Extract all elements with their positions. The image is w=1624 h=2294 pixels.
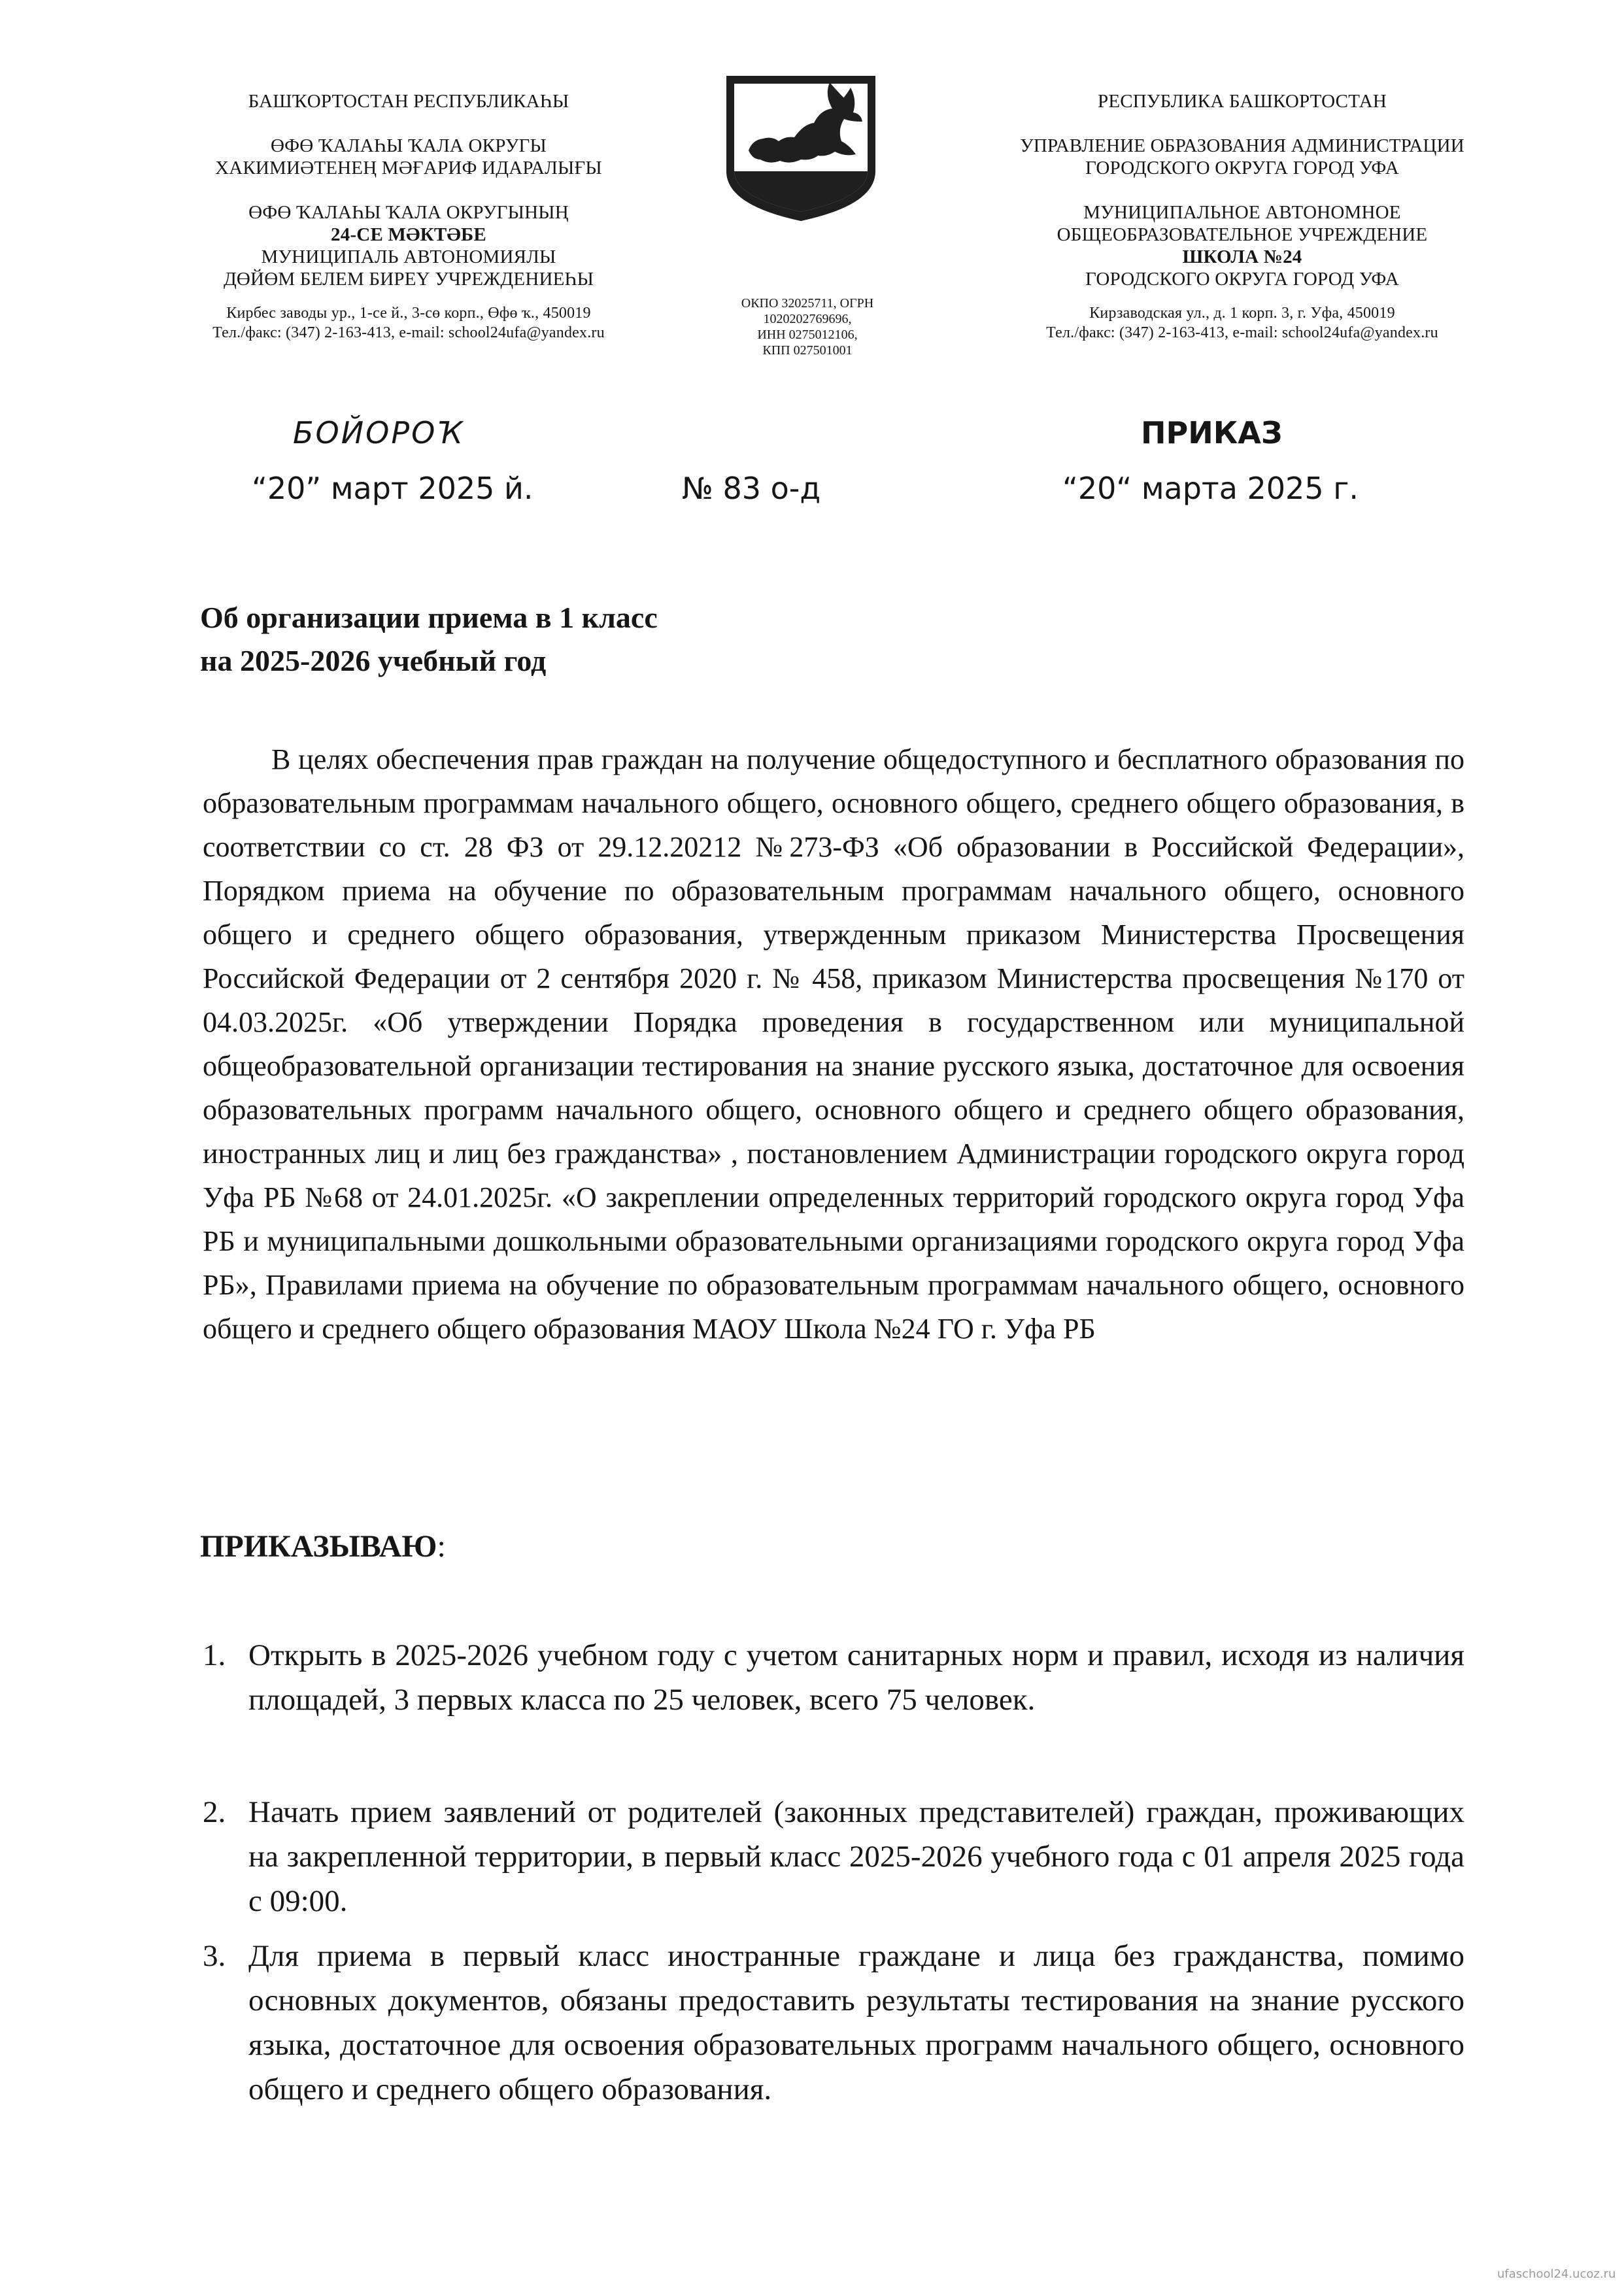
- orders-colon: :: [437, 1529, 446, 1564]
- header-left: [131, 90, 686, 343]
- list-item: [203, 1633, 1464, 1770]
- codes-line1: ОКПО 32025711, ОГРН: [741, 296, 874, 311]
- orders-label: ПРИКАЗЫВАЮ: [200, 1529, 437, 1564]
- list-item-number: 2.: [203, 1795, 226, 1829]
- list-item-text: Открыть в 2025-2026 учебном году с учетом санитарных норм и правил, исходя из наличия площадей, 3 первых класса по 25 человек, всего 75 человек.: [248, 1638, 1464, 1717]
- list-item: [203, 1934, 1464, 2163]
- left-school-line1: ӨФӨ ҠАЛАҺЫ ҠАЛА ОКРУГЫНЫҢ: [248, 202, 569, 223]
- left-republic: БАШҠОРТОСТАН РЕСПУБЛИКАҺЫ: [248, 91, 569, 112]
- list-item: [203, 1790, 1464, 1927]
- header-right: [964, 90, 1520, 343]
- left-address: Кирбес заводы ур., 1-се й., 3-сө корп., Өфө ҡ., 450019: [226, 305, 591, 322]
- order-type-bashkir: БОЙОРОҠ: [293, 415, 465, 450]
- right-contacts: Тел./факс: (347) 2-163-413, e-mail: school24ufa@yandex.ru: [1046, 324, 1438, 341]
- order-date-bashkir: “20” март 2025 й.: [252, 471, 533, 506]
- left-admin-line1: ӨФӨ ҠАЛАҺЫ ҠАЛА ОКРУГЫ: [270, 135, 547, 156]
- left-admin-line2: ХАКИМИӘТЕНЕҢ МӘҒАРИФ ИДАРАЛЫҒЫ: [215, 158, 602, 178]
- codes-line2: 1020202769696,: [763, 312, 852, 326]
- list-item-number: 3.: [203, 1939, 226, 1973]
- list-item-text: Для приема в первый класс иностранные граждане и лица без гражданства, помимо основных документов, обязаны предоставить результаты тестирования на знание русского языка, достаточное для освоения образовательных программ начального общего, основного общего и среднего общего образования.: [248, 1939, 1464, 2106]
- right-admin-line2: ГОРОДСКОГО ОКРУГА ГОРОД УФА: [1085, 158, 1399, 178]
- footer-watermark: ufaschool24.ucoz.ru: [1497, 2267, 1616, 2281]
- list-item-number: 1.: [203, 1638, 226, 1672]
- right-school-line1: МУНИЦИПАЛЬНОЕ АВТОНОМНОЕ: [1083, 202, 1401, 223]
- title-line1: Об организации приема в 1 класс: [200, 601, 658, 634]
- right-school-line3: ШКОЛА №24: [1182, 246, 1302, 267]
- coat-of-arms-icon: [722, 73, 879, 224]
- codes-line4: КПП 027501001: [762, 343, 853, 358]
- right-address: Кирзаводская ул., д. 1 корп. 3, г. Уфа, 450019: [1089, 305, 1395, 322]
- right-admin-line1: УПРАВЛЕНИЕ ОБРАЗОВАНИЯ АДМИНИСТРАЦИИ: [1020, 135, 1464, 156]
- left-school-line4: ДӨЙӨМ БЕЛЕМ БИРЕҮ УЧРЕЖДЕНИЕҺЫ: [223, 269, 594, 290]
- right-school-line2: ОБЩЕОБРАЗОВАТЕЛЬНОЕ УЧРЕЖДЕНИЕ: [1057, 224, 1428, 245]
- orders-heading: [200, 1528, 446, 1564]
- title-line2: на 2025-2026 учебный год: [200, 644, 547, 677]
- right-republic: РЕСПУБЛИКА БАШКОРТОСТАН: [1098, 91, 1387, 112]
- order-type-russian: ПРИКАЗ: [1141, 415, 1283, 450]
- list-item-text: Начать прием заявлений от родителей (законных представителей) граждан, проживающих на закрепленной территории, в первый класс 2025-2026 учебного года с 01 апреля 2025 года с 09:00.: [248, 1795, 1464, 1918]
- left-school-line3: МУНИЦИПАЛЬ АВТОНОМИЯЛЫ: [261, 246, 556, 267]
- right-school-line4: ГОРОДСКОГО ОКРУГА ГОРОД УФА: [1085, 269, 1399, 290]
- order-date-russian: “20“ марта 2025 г.: [1062, 471, 1359, 506]
- document-title: [200, 596, 1050, 683]
- order-number: № 83 о-д: [682, 471, 821, 506]
- codes-line3: ИНН 0275012106,: [757, 328, 858, 342]
- preamble-paragraph: В целях обеспечения прав граждан на получение общедоступного и бесплатного образования по образовательным программам начального общего, основного общего, среднего общего образования, в соответствии со ст. 28 ФЗ от 29.12.20212 №273-ФЗ «Об образовании в Российской Федерации», Порядком приема на обучение по образовательным программам начального общего, основного общего и среднего общего образования, утвержденным приказом Министерства Просвещения Российской Федерации от 2 сентября 2020 г. № 458, приказом Министерства просвещения №170 от 04.03.2025г. «Об утверждении Порядка проведения в государственном или муниципальной общеобразовательной организации тестирования на знание русского языка, достаточное для освоения образовательных программ начального общего, основного общего и среднего общего образования, иностранных лиц и лиц без гражданства» , постановлением Администрации городского округа город Уфа РБ №68 от 24.01.2025г. «О закреплении определенных территорий городского округа город Уфа РБ и муниципальными дошкольными образовательными организациями городского округа город Уфа РБ», Правилами приема на обучение по образовательным программам начального общего, основного общего и среднего общего образования МАОУ Школа №24 ГО г. Уфа РБ: [203, 743, 1464, 1345]
- left-contacts: Тел./факс: (347) 2-163-413, e-mail: school24ufa@yandex.ru: [212, 324, 605, 341]
- left-school-line2: 24-СЕ МӘКТӘБЕ: [331, 224, 486, 245]
- header-codes: [709, 295, 905, 358]
